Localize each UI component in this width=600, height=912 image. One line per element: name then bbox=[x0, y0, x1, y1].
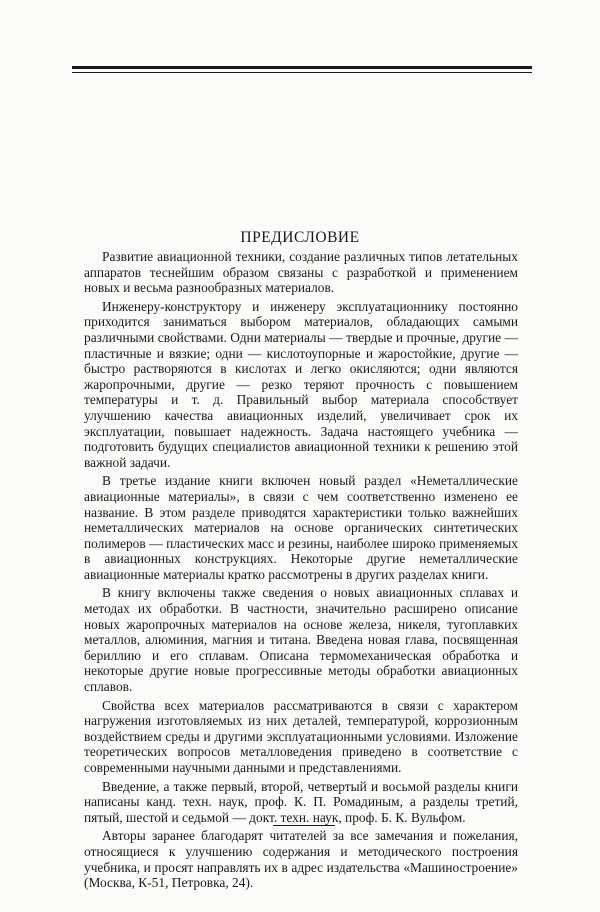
paragraph-7: Авторы заранее благодарят читателей за все замечания и пожелания, относящиеся к улучшению содержания и методического построения учебника, и просят направлять их в адрес издательства «Машиностроение» (Москва, К-51, Петровка, 24). bbox=[84, 828, 518, 891]
paragraph-3: В третье издание книги включен новый раздел «Неметаллические авиационные материалы», в связи с чем соответственно изменено ее название. В этом разделе приводятся характеристики только важнейших неметаллических материалов на основе органических синтетических полимеров — пластических масс и резины, наиболее широко применяемых в авиационных конструкциях. Некоторые другие неметаллические авиационные материалы кратко рассмотрены в других разделах книги. bbox=[84, 473, 518, 582]
top-rule-thin bbox=[72, 72, 532, 73]
page-title: ПРЕДИСЛОВИЕ bbox=[240, 229, 360, 246]
paragraph-1: Развитие авиационной техники, создание различных типов летательных аппаратов теснейшим образом связаны с разработкой и применением новых и весьма разнообразных материалов. bbox=[84, 249, 518, 296]
paragraph-2: Инженеру-конструктору и инженеру эксплуатационнику постоянно приходится заниматься выбором материалов, обладающих самыми различными свойствами. Одни материалы — твердые и прочные, другие — пластичные и вязкие; одни — кислотоупорные и жаростойкие, другие — быстро растворяются в кислотах и легко окисляются; одни являются жаропрочными, другие — резко теряют прочность с повышением температуры и т. д. Правильный выбор материала способствует улучшению качества авиационных изделий, увеличивает срок их эксплуатации, повышает надежность. Задача настоящего учебника — подготовить будущих специалистов авиационной техники к решению этой важной задачи. bbox=[84, 298, 518, 470]
paragraph-4: В книгу включены также сведения о новых авиационных сплавах и методах их обработки. В частности, значительно расширено описание новых жаропрочных материалов на основе железа, никеля, тугоплавких металлов, алюминия, магния и титана. Введена новая глава, посвященная бериллию и его сплавам. Описана термомеханическая обработка и некоторые другие новые прогрессивные методы обработки авиационных сплавов. bbox=[84, 585, 518, 695]
preface-text bbox=[84, 249, 518, 894]
paragraph-5: Свойства всех материалов рассматриваются в связи с характером нагружения изготовляемых из них деталей, температурой, коррозионным воздействием среды и другими эксплуатационными условиями. Изложение теоретических вопросов металловедения приведено в соответствие с современными научными данными и представлениями. bbox=[84, 697, 518, 775]
top-rule-thick bbox=[72, 66, 532, 69]
bottom-separator-rule bbox=[273, 825, 335, 826]
paragraph-6: Введение, а также первый, второй, четвертый и восьмой разделы книги написаны канд. техн. наук, проф. К. П. Ромадиным, а разделы третий, пятый, шестой и седьмой — докт. техн. наук, проф. Б. К. Вульфом. bbox=[84, 778, 518, 825]
top-double-rule bbox=[72, 66, 532, 73]
